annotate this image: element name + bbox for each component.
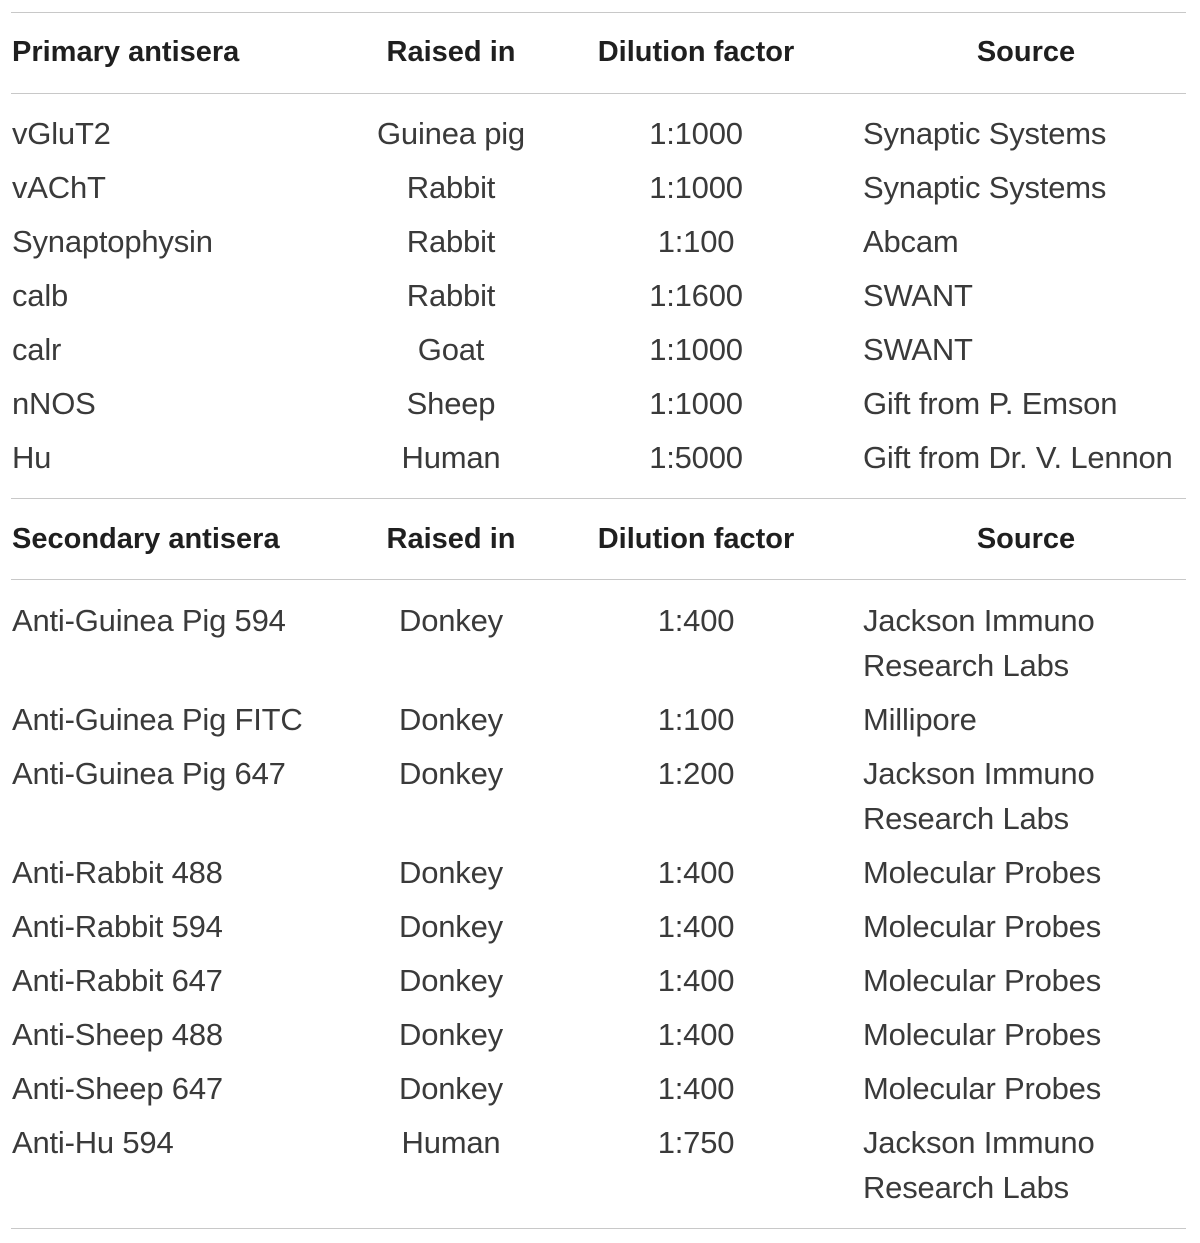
dilution-cell: 1:1000 — [649, 170, 743, 205]
dilution-cell: 1:400 — [657, 855, 735, 890]
antisera-cell: vAChT — [12, 170, 106, 205]
source-cell — [863, 958, 1101, 1003]
dilution-cell: 1:400 — [657, 1071, 735, 1106]
antisera-cell: Anti-Rabbit 594 — [12, 909, 223, 944]
dilution-cell: 1:750 — [657, 1125, 735, 1160]
bottom-rule — [11, 1228, 1186, 1229]
antisera-cell: calb — [12, 278, 69, 313]
raised-in-cell: Donkey — [399, 1071, 503, 1106]
raised-in-cell: Sheep — [406, 386, 496, 421]
source-cell — [863, 1066, 1101, 1111]
source-cell — [863, 327, 973, 372]
source-line: Jackson Immuno — [863, 603, 1095, 638]
antisera-cell: Anti-Guinea Pig 647 — [12, 756, 286, 791]
source-line: Abcam — [863, 224, 959, 259]
raised-in-cell: Donkey — [399, 702, 503, 737]
source-line: Jackson Immuno — [863, 756, 1095, 791]
source-line: SWANT — [863, 332, 973, 367]
source-line: Synaptic Systems — [863, 116, 1107, 151]
antisera-cell: Synaptophysin — [12, 224, 213, 259]
section-divider-rule — [11, 498, 1186, 499]
dilution-cell: 1:100 — [657, 702, 735, 737]
antisera-cell: Anti-Guinea Pig 594 — [12, 603, 286, 638]
dilution-cell: 1:1000 — [649, 116, 743, 151]
antisera-cell: Anti-Rabbit 647 — [12, 963, 223, 998]
antisera-cell: Anti-Rabbit 488 — [12, 855, 223, 890]
raised-in-cell: Donkey — [399, 909, 503, 944]
source-cell — [863, 904, 1101, 949]
top-rule — [11, 12, 1186, 13]
dilution-cell: 1:400 — [657, 909, 735, 944]
dilution-cell: 1:1000 — [649, 386, 743, 421]
source-line: Molecular Probes — [863, 1071, 1102, 1106]
source-line: Synaptic Systems — [863, 170, 1107, 205]
antisera-cell: Anti-Sheep 488 — [12, 1017, 223, 1052]
source-line: Molecular Probes — [863, 855, 1102, 890]
raised-in-cell: Rabbit — [406, 170, 496, 205]
source-cell — [863, 1012, 1101, 1057]
primary-header-source: Source — [976, 36, 1076, 68]
secondary-header-raised-in: Raised in — [386, 523, 516, 555]
raised-in-cell: Rabbit — [406, 224, 496, 259]
source-cell — [863, 751, 1095, 841]
antisera-cell: vGluT2 — [12, 116, 111, 151]
raised-in-cell: Goat — [417, 332, 485, 367]
source-line: Research Labs — [863, 1170, 1069, 1205]
secondary-header-antisera: Secondary antisera — [12, 523, 280, 555]
raised-in-cell: Donkey — [399, 1017, 503, 1052]
source-line: Millipore — [863, 702, 977, 737]
raised-in-cell: Human — [401, 440, 501, 475]
source-cell — [863, 219, 958, 264]
source-line: Molecular Probes — [863, 909, 1102, 944]
dilution-cell: 1:5000 — [649, 440, 743, 475]
source-line: Molecular Probes — [863, 1017, 1102, 1052]
raised-in-cell: Donkey — [399, 855, 503, 890]
raised-in-cell: Guinea pig — [377, 116, 525, 151]
source-cell — [863, 273, 973, 318]
dilution-cell: 1:100 — [657, 224, 735, 259]
dilution-cell: 1:400 — [657, 963, 735, 998]
antisera-cell: Anti-Sheep 647 — [12, 1071, 223, 1106]
antisera-cell: nNOS — [12, 386, 96, 421]
raised-in-cell: Donkey — [399, 756, 503, 791]
antisera-cell: Hu — [12, 440, 52, 475]
source-cell — [863, 165, 1106, 210]
primary-header-raised-in: Raised in — [386, 36, 516, 68]
antisera-cell: Anti-Guinea Pig FITC — [12, 702, 303, 737]
raised-in-cell: Donkey — [399, 963, 503, 998]
dilution-cell: 1:200 — [657, 756, 735, 791]
dilution-cell: 1:1000 — [649, 332, 743, 367]
raised-in-cell: Donkey — [399, 603, 503, 638]
source-line: Jackson Immuno — [863, 1125, 1095, 1160]
source-cell — [863, 111, 1106, 156]
dilution-cell: 1:1600 — [649, 278, 743, 313]
primary-header-antisera: Primary antisera — [12, 36, 240, 68]
source-cell — [863, 850, 1101, 895]
source-cell — [863, 697, 977, 742]
dilution-cell: 1:400 — [657, 1017, 735, 1052]
dilution-cell: 1:400 — [657, 603, 735, 638]
secondary-header-rule — [11, 579, 1186, 580]
source-cell — [863, 381, 1117, 426]
source-cell — [863, 1120, 1095, 1210]
primary-header-rule — [11, 93, 1186, 94]
antisera-cell: calr — [12, 332, 62, 367]
source-line: Molecular Probes — [863, 963, 1102, 998]
raised-in-cell: Rabbit — [406, 278, 496, 313]
antisera-cell: Anti-Hu 594 — [12, 1125, 174, 1160]
source-line: Research Labs — [863, 648, 1069, 683]
source-line: SWANT — [863, 278, 973, 313]
raised-in-cell: Human — [401, 1125, 501, 1160]
primary-header-dilution: Dilution factor — [597, 36, 795, 68]
source-line: Gift from P. Emson — [863, 386, 1118, 421]
secondary-header-dilution: Dilution factor — [597, 523, 795, 555]
source-line: Research Labs — [863, 801, 1069, 836]
source-line: Gift from Dr. V. Lennon — [863, 440, 1173, 475]
source-cell — [863, 598, 1095, 688]
secondary-header-source: Source — [976, 523, 1076, 555]
source-cell — [863, 435, 1173, 480]
